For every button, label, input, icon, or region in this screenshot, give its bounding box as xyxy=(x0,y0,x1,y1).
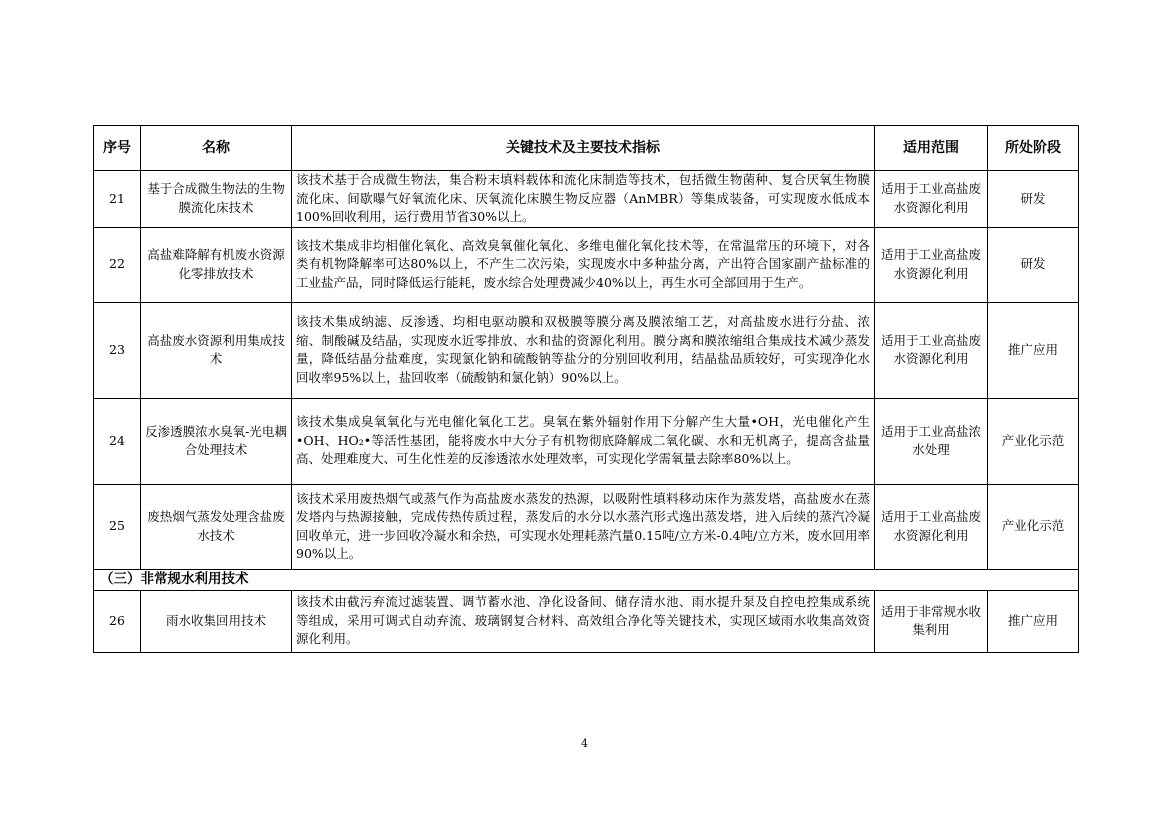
table-header-row xyxy=(94,126,1079,171)
row-desc: 该技术采用废热烟气或蒸气作为高盐废水蒸发的热源，以吸附性填料移动床作为蒸发塔，高盐废水在蒸发塔内与热源接触，完成传热传质过程，蒸发后的水分以水蒸汽形式逸出蒸发塔，进入后续的蒸汽冷凝回收单元，进一步回收冷凝水和余热，可实现水处理耗蒸汽量0.15吨/立方米-0.4吨/立方米，废水回用率90%以上。 xyxy=(292,484,875,569)
table-row xyxy=(94,590,1079,652)
header-stage: 所处阶段 xyxy=(988,126,1079,171)
row-name: 反渗透膜浓水臭氧-光电耦合处理技术 xyxy=(141,398,292,484)
header-no: 序号 xyxy=(94,126,141,171)
row-scope: 适用于工业高盐废水资源化利用 xyxy=(875,171,988,228)
row-scope: 适用于工业高盐废水资源化利用 xyxy=(875,227,988,302)
header-name: 名称 xyxy=(141,126,292,171)
technology-table xyxy=(93,125,1079,653)
row-no: 23 xyxy=(94,302,141,398)
row-stage: 产业化示范 xyxy=(988,484,1079,569)
section-title: （三）非常规水利用技术 xyxy=(94,569,1079,590)
header-desc: 关键技术及主要技术指标 xyxy=(292,126,875,171)
row-name: 高盐废水资源利用集成技术 xyxy=(141,302,292,398)
row-no: 21 xyxy=(94,171,141,228)
row-stage: 研发 xyxy=(988,171,1079,228)
row-name: 废热烟气蒸发处理含盐废水技术 xyxy=(141,484,292,569)
row-stage: 推广应用 xyxy=(988,302,1079,398)
row-desc: 该技术由截污弃流过滤装置、调节蓄水池、净化设备间、储存清水池、雨水提升泵及自控电控集成系统等组成，采用可调式自动弃流、玻璃钢复合材料、高效组合净化等关键技术，实现区域雨水收集高效资源化利用。 xyxy=(292,590,875,652)
table-row xyxy=(94,484,1079,569)
row-desc: 该技术集成非均相催化氧化、高效臭氧催化氧化、多维电催化氧化技术等，在常温常压的环境下，对各类有机物降解率可达80%以上，不产生二次污染，实现废水中多种盐分离，产出符合国家副产盐标准的工业盐产品，同时降低运行能耗，废水综合处理费减少40%以上，再生水可全部回用于生产。 xyxy=(292,227,875,302)
row-scope: 适用于工业高盐废水资源化利用 xyxy=(875,484,988,569)
table-row xyxy=(94,171,1079,228)
table-row xyxy=(94,398,1079,484)
page-number: 4 xyxy=(581,737,588,750)
row-scope: 适用于工业高盐浓水处理 xyxy=(875,398,988,484)
row-stage: 产业化示范 xyxy=(988,398,1079,484)
row-name: 基于合成微生物法的生物膜流化床技术 xyxy=(141,171,292,228)
table-row xyxy=(94,227,1079,302)
row-no: 25 xyxy=(94,484,141,569)
row-scope: 适用于非常规水收集利用 xyxy=(875,590,988,652)
row-desc: 该技术集成臭氧氧化与光电催化氧化工艺。臭氧在紫外辐射作用下分解产生大量•OH，光电催化产生•OH、HO₂•等活性基团，能将废水中大分子有机物彻底降解成二氧化碳、水和无机离子，提高含盐量高、处理难度大、可生化性差的反渗透浓水处理效率，可实现化学需氧量去除率80%以上。 xyxy=(292,398,875,484)
row-name: 雨水收集回用技术 xyxy=(141,590,292,652)
table-row xyxy=(94,302,1079,398)
header-scope: 适用范围 xyxy=(875,126,988,171)
row-name: 高盐难降解有机废水资源化零排放技术 xyxy=(141,227,292,302)
row-stage: 研发 xyxy=(988,227,1079,302)
section-row xyxy=(94,569,1079,590)
row-no: 24 xyxy=(94,398,141,484)
row-scope: 适用于工业高盐废水资源化利用 xyxy=(875,302,988,398)
row-desc: 该技术集成纳滤、反渗透、均相电驱动膜和双极膜等膜分离及膜浓缩工艺，对高盐废水进行分盐、浓缩、制酸碱及结晶，实现废水近零排放、水和盐的资源化利用。膜分离和膜浓缩组合集成技术减少蒸发量，降低结晶分盐难度，实现氯化钠和硫酸钠等盐分的分别回收利用，结晶盐品质较好，可实现净化水回收率95%以上，盐回收率（硫酸钠和氯化钠）90%以上。 xyxy=(292,302,875,398)
row-no: 22 xyxy=(94,227,141,302)
row-desc: 该技术基于合成微生物法，集合粉末填料载体和流化床制造等技术，包括微生物菌种、复合厌氧生物膜流化床、间歇曝气好氧流化床、厌氧流化床膜生物反应器（AnMBR）等集成装备，可实现废水低成本100%回收利用，运行费用节省30%以上。 xyxy=(292,171,875,228)
row-stage: 推广应用 xyxy=(988,590,1079,652)
row-no: 26 xyxy=(94,590,141,652)
